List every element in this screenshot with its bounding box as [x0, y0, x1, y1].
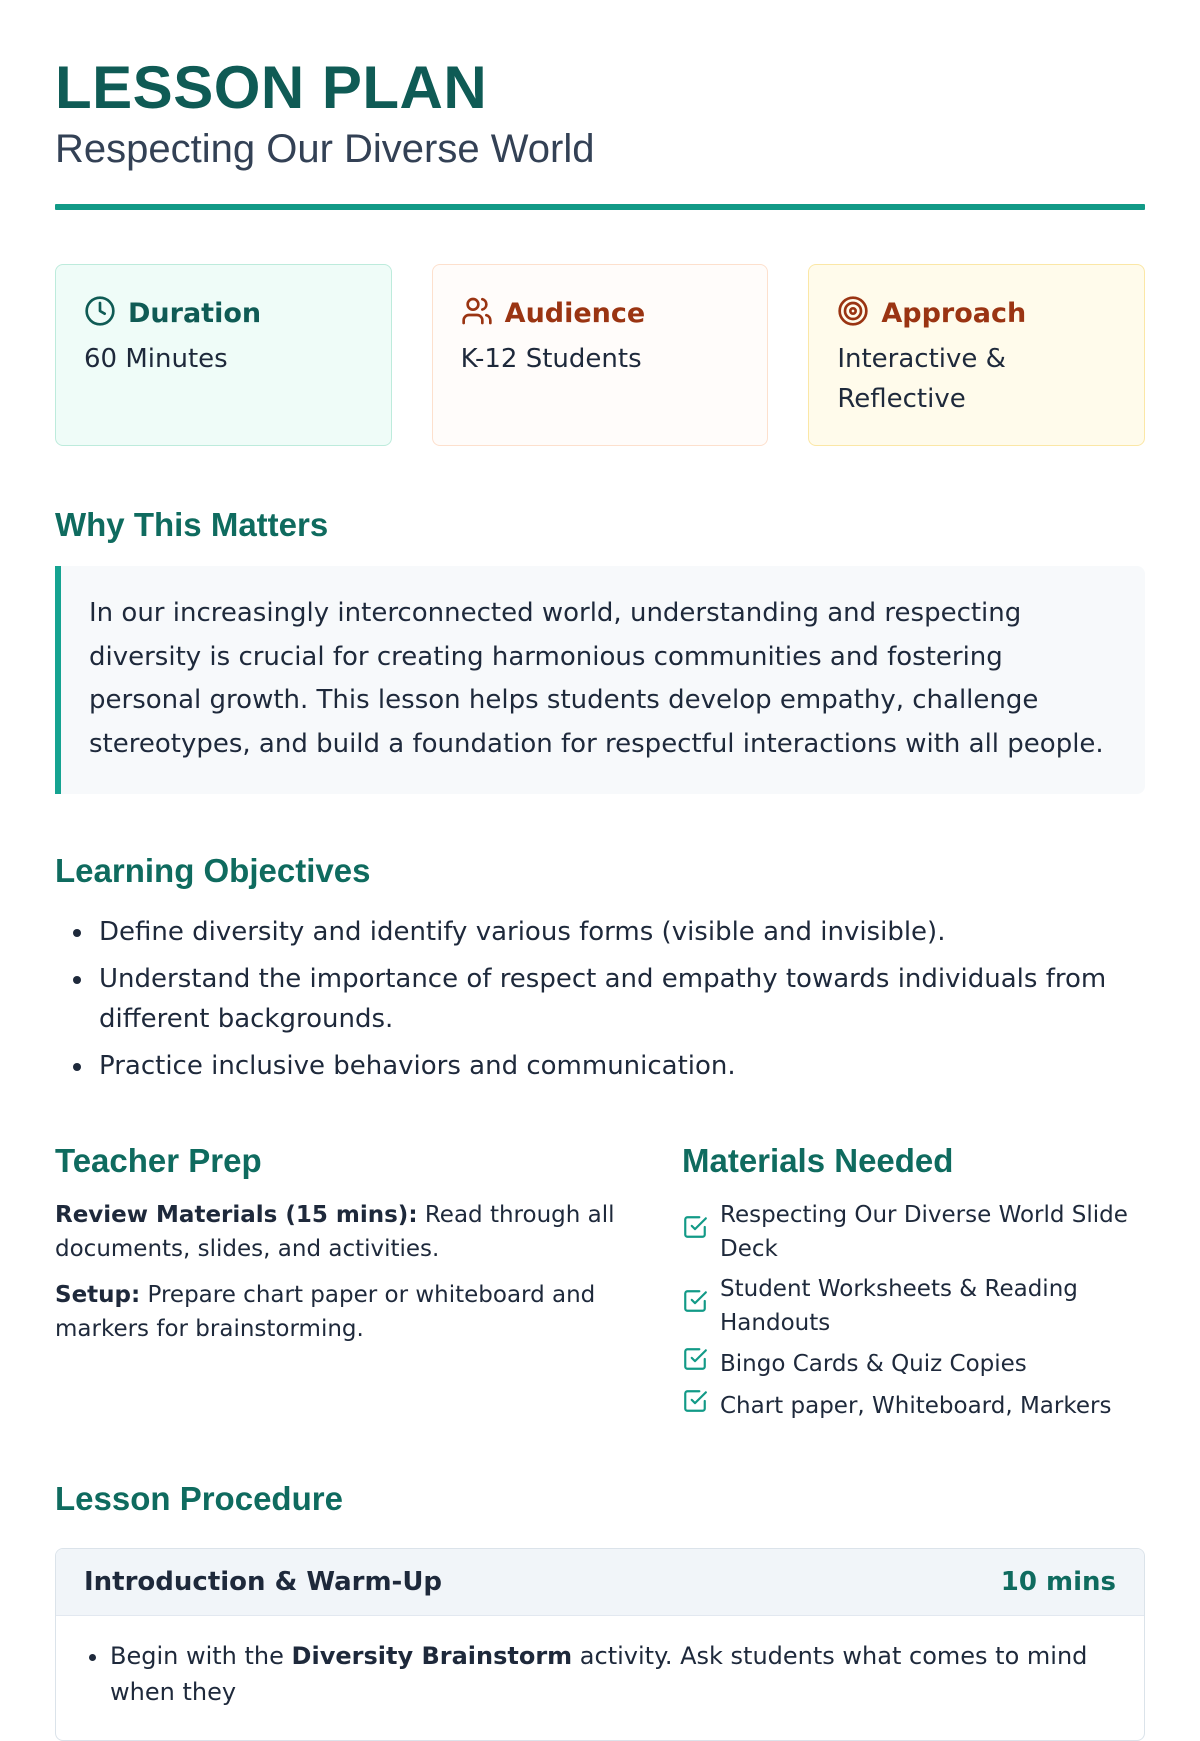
procedure-heading: Lesson Procedure	[55, 1480, 343, 1517]
approach-label: Approach	[881, 297, 1027, 329]
list-item: • Understand the importance of respect and empathy towards individuals from different backgrounds.	[95, 959, 1145, 1039]
materials	[630, 1142, 1145, 1430]
audience-label: Audience	[504, 297, 646, 329]
info-cards	[55, 264, 1145, 446]
header	[55, 0, 1145, 210]
material-text: Chart paper, Whiteboard, Markers	[720, 1393, 1112, 1419]
duration-card	[55, 264, 392, 446]
why-callout: In our increasingly interconnected world, understanding and respecting diversity is crucial for creating harmonious communities and fostering personal growth. This lesson helps students develop empathy, challenge stereotypes, and build a foundation for respectful interactions with all people.	[55, 566, 1145, 794]
prep-item-label: Setup:	[55, 1282, 141, 1308]
material-text: Respecting Our Diverse World Slide Deck	[720, 1202, 1128, 1262]
users-icon	[461, 295, 493, 331]
procedure-step-header	[56, 1549, 1144, 1616]
step-text: Begin with the	[110, 1642, 292, 1670]
teacher-prep-heading: Teacher Prep	[55, 1142, 262, 1179]
why-heading: Why This Matters	[55, 506, 329, 543]
list-item: • Practice inclusive behaviors and communication.	[95, 1046, 1145, 1086]
audience-value: K-12 Students	[460, 344, 642, 374]
checkbox-checked-icon	[682, 1288, 708, 1324]
list-item	[682, 1388, 1145, 1424]
materials-list	[682, 1198, 1145, 1424]
procedure-step-duration: 10 mins	[1000, 1567, 1116, 1597]
header-divider	[55, 204, 1145, 210]
prep-item	[55, 1278, 630, 1346]
page-title: LESSON PLAN	[55, 54, 488, 121]
clock-icon	[84, 295, 116, 331]
page-subtitle: Respecting Our Diverse World	[55, 127, 595, 171]
audience-card	[432, 264, 769, 446]
procedure-step-body	[56, 1616, 1144, 1740]
list-item	[110, 1638, 1116, 1710]
procedure-step-name: Introduction & Warm-Up	[84, 1567, 443, 1597]
prep-item-text: Prepare chart paper or whiteboard and markers for brainstorming.	[55, 1282, 596, 1342]
approach-value: Interactive & Reflective	[837, 344, 1006, 414]
list-item	[682, 1346, 1145, 1382]
material-text: Student Worksheets & Reading Handouts	[720, 1276, 1078, 1336]
teacher-prep	[55, 1142, 630, 1430]
objectives-heading: Learning Objectives	[55, 852, 371, 889]
material-text: Bingo Cards & Quiz Copies	[720, 1351, 1027, 1377]
materials-heading: Materials Needed	[682, 1142, 954, 1179]
duration-label: Duration	[128, 297, 262, 329]
target-icon	[837, 295, 869, 331]
procedure-step	[55, 1548, 1145, 1741]
list-item	[682, 1198, 1145, 1266]
prep-materials-row	[55, 1142, 1145, 1430]
prep-item	[55, 1198, 630, 1266]
prep-item-label: Review Materials (15 mins):	[55, 1202, 418, 1228]
checkbox-checked-icon	[682, 1214, 708, 1250]
step-text: activity. Ask students what comes to mind when they	[110, 1642, 1088, 1706]
duration-value: 60 Minutes	[84, 344, 228, 374]
list-item: • Define diversity and identify various forms (visible and invisible).	[95, 912, 1145, 952]
prep-item-text: Read through all documents, slides, and activities.	[55, 1202, 615, 1262]
approach-card	[808, 264, 1145, 446]
objectives-list	[55, 912, 1145, 1086]
list-item	[682, 1272, 1145, 1340]
checkbox-checked-icon	[682, 1388, 708, 1424]
activity-name: Diversity Brainstorm	[291, 1642, 573, 1670]
checkbox-checked-icon	[682, 1346, 708, 1382]
